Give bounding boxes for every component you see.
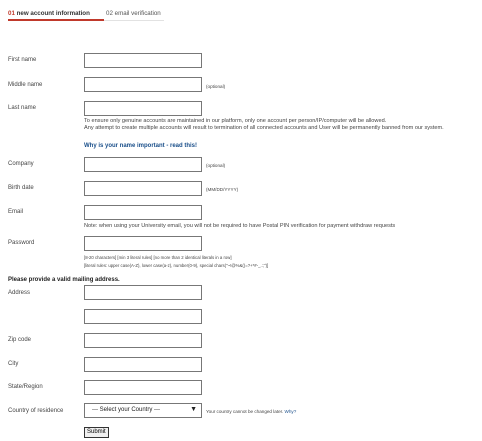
country-label: Country of residence	[8, 408, 64, 414]
tab-new-account-information[interactable]	[8, 10, 90, 17]
company-hint: (optional)	[206, 163, 226, 168]
password-literal-rules: [literal rules: upper case(A-Z), lower case(a-z), number(0-9), special chars("~!@%&()=?+*#-_.:;")]	[84, 263, 269, 268]
birth-date-hint: (MM/DD/YYYY)	[206, 187, 239, 192]
tab-number: 02	[106, 10, 113, 17]
submit-button[interactable]: Submit	[84, 427, 109, 438]
name-importance-link[interactable]: Why is your name important - read this!	[84, 143, 198, 149]
middle-name-label: Middle name	[8, 82, 43, 88]
state-region-label: State/Region	[8, 384, 43, 390]
city-input[interactable]	[84, 357, 202, 372]
middle-name-hint: (optional)	[206, 84, 226, 89]
tab-label: email verification	[114, 10, 161, 17]
country-select[interactable]	[84, 403, 202, 418]
tab-label: new account information	[16, 10, 90, 17]
address-line1-input[interactable]	[84, 285, 202, 300]
address-line2-input[interactable]	[84, 309, 202, 324]
password-input[interactable]	[84, 236, 202, 251]
country-why-link[interactable]: Why?	[284, 409, 297, 414]
notice-line: Any attempt to create multiple accounts will result to termination of all connected accounts and User will be permanently banned from our system.	[84, 125, 444, 131]
address-label: Address	[8, 290, 31, 296]
email-note: Note: when using your University email, you will not be required to have Postal PIN verification for payment withdraw requests	[84, 223, 396, 229]
password-rules: [8-20 characters] [min 3 literal rules] [no more than 2 identical literals in a row]	[84, 255, 232, 260]
last-name-notice	[84, 118, 480, 132]
country-hint-text: Your country cannot be changed later.	[206, 409, 284, 414]
state-region-input[interactable]	[84, 380, 202, 395]
birth-date-input[interactable]	[84, 181, 202, 196]
tab-email-verification[interactable]	[106, 10, 161, 17]
email-label: Email	[8, 209, 24, 215]
email-input[interactable]	[84, 205, 202, 220]
tab-number: 01	[8, 10, 15, 17]
zip-code-input[interactable]	[84, 333, 202, 348]
zip-code-label: Zip code	[8, 337, 32, 343]
country-hint	[206, 409, 296, 414]
last-name-input[interactable]	[84, 101, 202, 116]
password-label: Password	[8, 240, 35, 246]
middle-name-input[interactable]	[84, 77, 202, 92]
city-label: City	[8, 361, 19, 367]
birth-date-label: Birth date	[8, 185, 34, 191]
mailing-address-heading: Please provide a valid mailing address.	[8, 277, 120, 283]
active-tab-underline	[8, 19, 104, 21]
company-label: Company	[8, 161, 34, 167]
country-selected-value: --- Select your Country ---	[92, 407, 161, 413]
last-name-label: Last name	[8, 105, 37, 111]
caret-down-icon: ▼	[190, 406, 197, 413]
company-input[interactable]	[84, 157, 202, 172]
first-name-input[interactable]	[84, 53, 202, 68]
notice-line: To ensure only genuine accounts are maintained in our platform, only one account per person/IP/computer will be allowed.	[84, 118, 387, 124]
first-name-label: First name	[8, 57, 37, 63]
